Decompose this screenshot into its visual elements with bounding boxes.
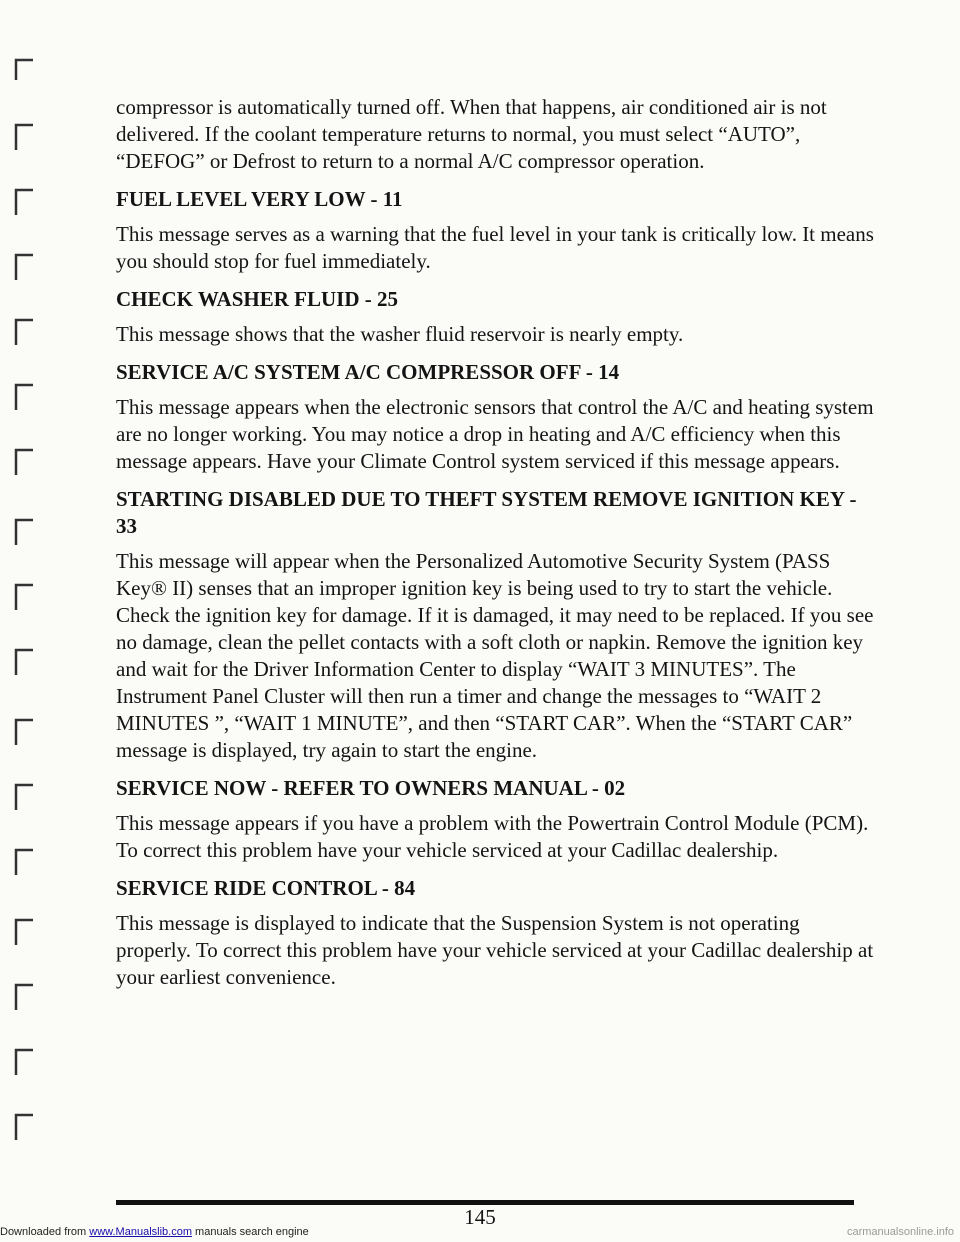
manual-page-content [116, 94, 876, 1002]
margin-crop-marks [0, 0, 60, 1242]
manualslib-link[interactable]: www.Manualslib.com [89, 1226, 192, 1238]
ride-control-heading: SERVICE RIDE CONTROL - 84 [116, 876, 416, 900]
service-now-heading: SERVICE NOW - REFER TO OWNERS MANUAL - 02 [116, 776, 626, 800]
ac-system-heading: SERVICE A/C SYSTEM A/C COMPRESSOR OFF - 14 [116, 360, 620, 384]
fuel-level-heading: FUEL LEVEL VERY LOW - 11 [116, 187, 403, 211]
fuel-level-paragraph: This message serves as a warning that the fuel level in your tank is critically low. It means you should stop for fuel immediately. [116, 222, 874, 273]
ac-system-paragraph: This message appears when the electronic sensors that control the A/C and heating system are no longer working. You may notice a drop in heating and A/C efficiency when this message appears. Have your Climate Control system serviced if this message appears. [116, 395, 874, 473]
service-now-paragraph: This message appears if you have a problem with the Powertrain Control Module (PCM). To correct this problem have your vehicle serviced at your Cadillac dealership. [116, 811, 869, 862]
page-number: 145 [464, 1205, 496, 1229]
download-footer [0, 1226, 309, 1238]
theft-system-heading: STARTING DISABLED DUE TO THEFT SYSTEM REMOVE IGNITION KEY - 33 [116, 487, 857, 538]
watermark-text: carmanualsonline.info [846, 1226, 954, 1238]
footer-prefix: Downloaded from [0, 1226, 90, 1238]
footer-suffix: manuals search engine [191, 1226, 309, 1238]
intro-paragraph: compressor is automatically turned off. When that happens, air conditioned air is not delivered. If the coolant temperature returns to normal, you must select “AUTO”, “DEFOG” or Defrost to return to a normal A/C compressor operation. [116, 95, 827, 173]
washer-fluid-paragraph: This message shows that the washer fluid reservoir is nearly empty. [116, 322, 684, 346]
washer-fluid-heading: CHECK WASHER FLUID - 25 [116, 287, 398, 311]
ride-control-paragraph: This message is displayed to indicate that the Suspension System is not operating properly. To correct this problem have your vehicle serviced at your Cadillac dealership at your earliest convenience. [116, 911, 874, 989]
theft-system-paragraph: This message will appear when the Personalized Automotive Security System (PASS Key® II) senses that an improper ignition key is being used to try to start the vehicle. Check the ignition key for damage. If it is damaged, it may need to be replaced. If you see no damage, clean the pellet contacts with a soft cloth or napkin. Remove the ignition key and wait for the Driver Information Center to display “WAIT 3 MINUTES”. The Instrument Panel Cluster will then run a timer and change the messages to “WAIT 2 MINUTES ”, “WAIT 1 MINUTE”, and then “START CAR”. When the “START CAR” message is displayed, try again to start the engine. [116, 549, 874, 762]
